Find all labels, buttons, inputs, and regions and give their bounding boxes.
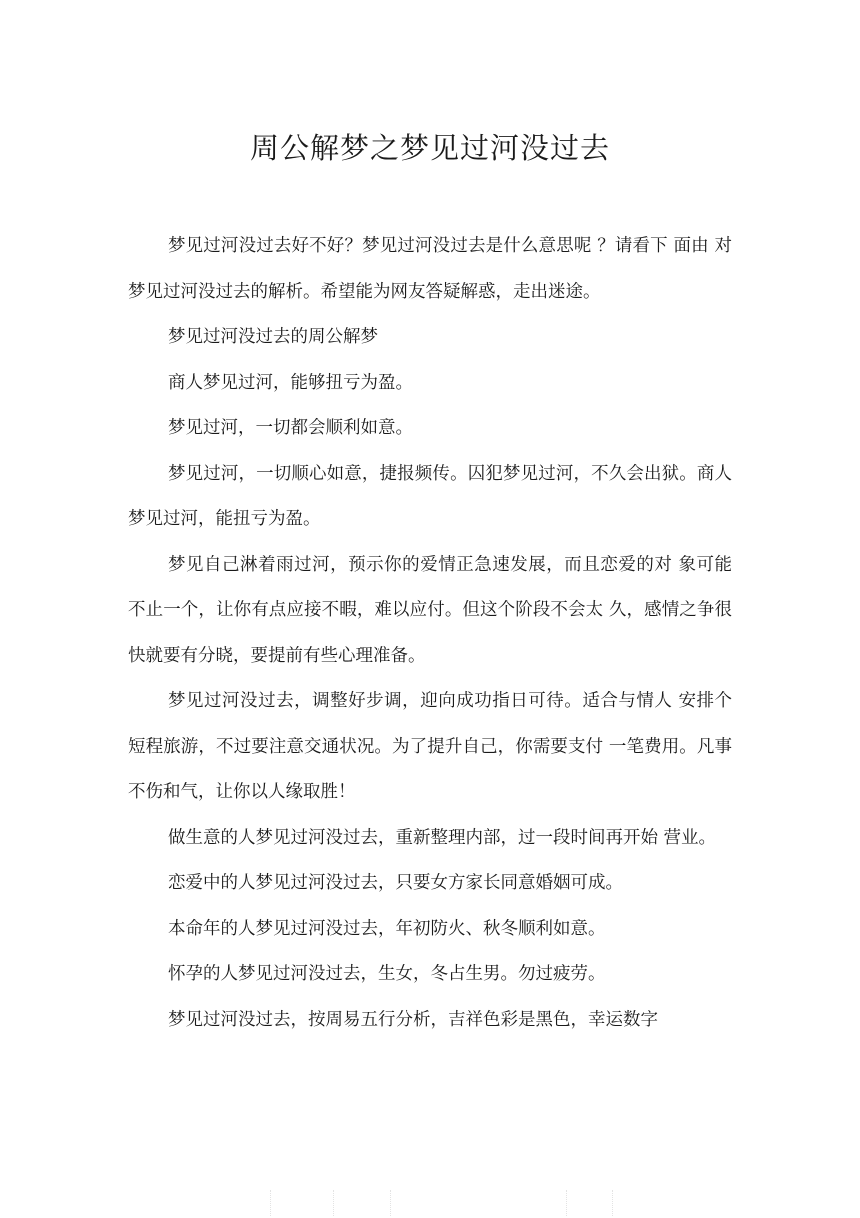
document-body: [128, 224, 732, 1043]
paragraph-five-elements: 梦见过河没过去，按周易五行分析，吉祥色彩是黑色，幸运数字: [168, 1009, 658, 1030]
footer-tick: [270, 1190, 271, 1216]
paragraph-smooth: 梦见过河，一切都会顺利如意。: [168, 418, 413, 438]
paragraph-intro: 梦见过河没过去好不好？梦见过河没过去是什么意思呢 ？请看下 面由 对梦见过河没过去的解析。希望能为网友答疑解惑，走出迷途。: [128, 236, 732, 302]
paragraph-prisoner: 梦见过河，一切顺心如意，捷报频传。囚犯梦见过河，不久会出狱。商人梦见过河，能扭亏为盈。: [128, 463, 732, 529]
paragraph-adjust: 梦见过河没过去，调整好步调，迎向成功指日可待。适合与情人 安排个短程旅游，不过要注意交通状况。为了提升自己，你需要支付 一笔费用。凡事不伤和气，让你以人缘取胜！: [128, 691, 732, 802]
footer-tick: [333, 1190, 334, 1216]
paragraph-business: 做生意的人梦见过河没过去，重新整理内部，过一段时间再开始 营业。: [168, 827, 717, 848]
paragraph-merchant: 商人梦见过河，能够扭亏为盈。: [168, 372, 413, 393]
paragraph-rain: 梦见自己淋着雨过河，预示你的爱情正急速发展，而且恋爱的对 象可能不止一个，让你有点应接不暇，难以应付。但这个阶段不会太 久，感情之争很快就要有分晓，要提前有些心理准备。: [128, 554, 732, 666]
footer-tick: [566, 1190, 567, 1216]
paragraph-love: 恋爱中的人梦见过河没过去，只要女方家长同意婚姻可成。: [168, 873, 623, 893]
paragraph-pregnant: 怀孕的人梦见过河没过去，生女，冬占生男。勿过疲劳。: [168, 964, 606, 984]
document-title: 周公解梦之梦见过河没过去: [249, 131, 610, 165]
paragraph-birth-year: 本命年的人梦见过河没过去，年初防火、秋冬顺利如意。: [168, 918, 606, 939]
paragraph-section-heading: 梦见过河没过去的周公解梦: [168, 327, 378, 347]
footer-tick: [390, 1190, 391, 1216]
footer-dotted-marks: [0, 1190, 860, 1218]
footer-tick: [612, 1190, 613, 1216]
